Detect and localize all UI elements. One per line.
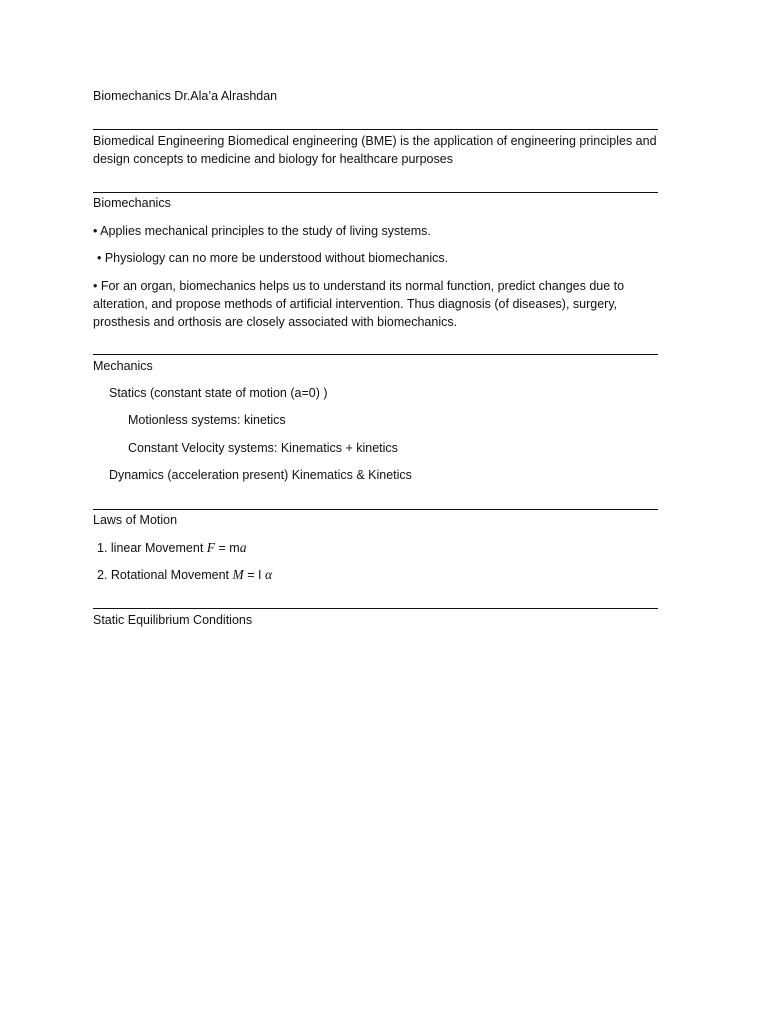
alpha-variable: α	[264, 567, 273, 582]
section-divider	[93, 509, 658, 510]
constant-velocity-item: Constant Velocity systems: Kinematics + kinetics	[128, 441, 398, 455]
statics-item: Statics (constant state of motion (a=0) )	[109, 386, 328, 400]
bullet-item: • Applies mechanical principles to the study of living systems.	[93, 224, 431, 238]
section-divider	[93, 608, 658, 609]
law-rotational	[97, 566, 272, 584]
bullet-item: • Physiology can no more be understood without biomechanics.	[97, 251, 449, 265]
law-linear	[97, 539, 246, 557]
law-linear-label: 1. linear Movement	[97, 541, 207, 555]
document-title: Biomechanics Dr.Ala’a Alrashdan	[93, 89, 278, 103]
law-rotational-label: 2. Rotational Movement	[97, 568, 233, 582]
laws-heading: Laws of Motion	[93, 513, 178, 527]
dynamics-item: Dynamics (acceleration present) Kinematics & Kinetics	[109, 468, 412, 482]
motionless-item: Motionless systems: kinetics	[128, 413, 286, 427]
law-rotational-equals: = I	[243, 568, 265, 582]
section-divider	[93, 192, 658, 193]
bullet-item: • For an organ, biomechanics helps us to understand its normal function, predict changes due to alteration, and propose methods of artificial intervention. Thus diagnosis (of diseases), surgery, prosthesis and orthosis are closely associated with biomechanics.	[93, 279, 625, 329]
biomechanics-heading: Biomechanics	[93, 196, 171, 210]
acceleration-variable: a	[239, 540, 247, 555]
section-divider	[93, 354, 658, 355]
law-linear-equals: = m	[215, 541, 240, 555]
mechanics-heading: Mechanics	[93, 359, 153, 373]
section-divider	[93, 129, 658, 130]
force-variable: F	[206, 540, 216, 555]
static-equilibrium-heading: Static Equilibrium Conditions	[93, 613, 253, 627]
bme-definition: Biomedical Engineering Biomedical engineering (BME) is the application of engineering principles and design concepts to medicine and biology for healthcare purposes	[93, 134, 657, 166]
moment-variable: M	[232, 567, 244, 582]
